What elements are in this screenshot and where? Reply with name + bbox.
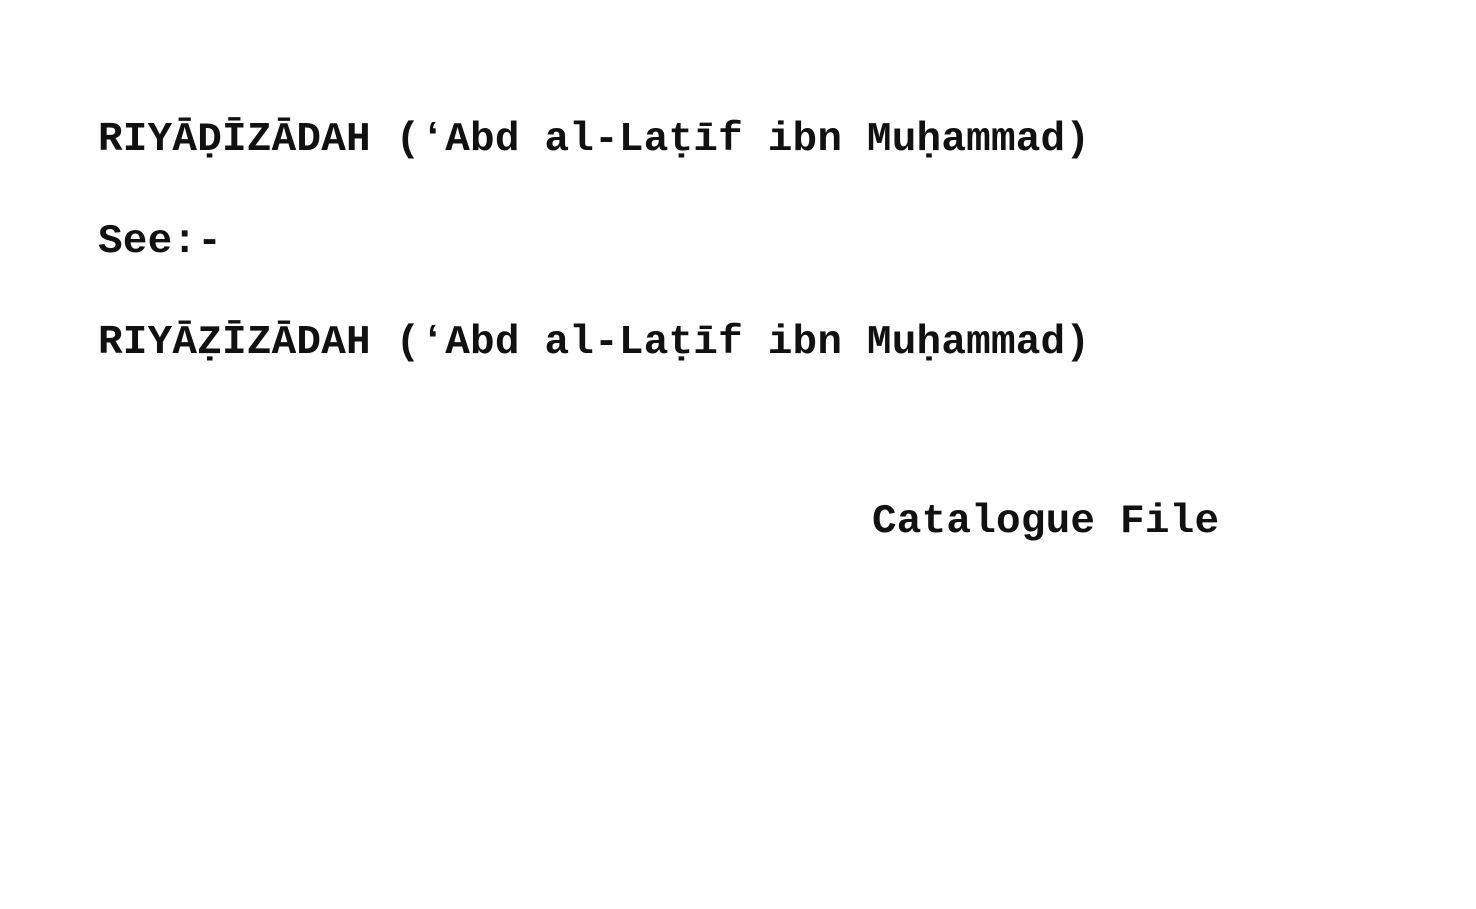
see-label: See:- — [98, 219, 223, 265]
card-heading: RIYĀḌĪZĀDAH (ʻAbd al-Laṭīf ibn Muḥammad) — [98, 117, 1091, 163]
see-reference: RIYĀẒĪZĀDAH (ʻAbd al-Laṭīf ibn Muḥammad) — [98, 320, 1091, 366]
catalogue-file-label: Catalogue File — [872, 499, 1220, 545]
